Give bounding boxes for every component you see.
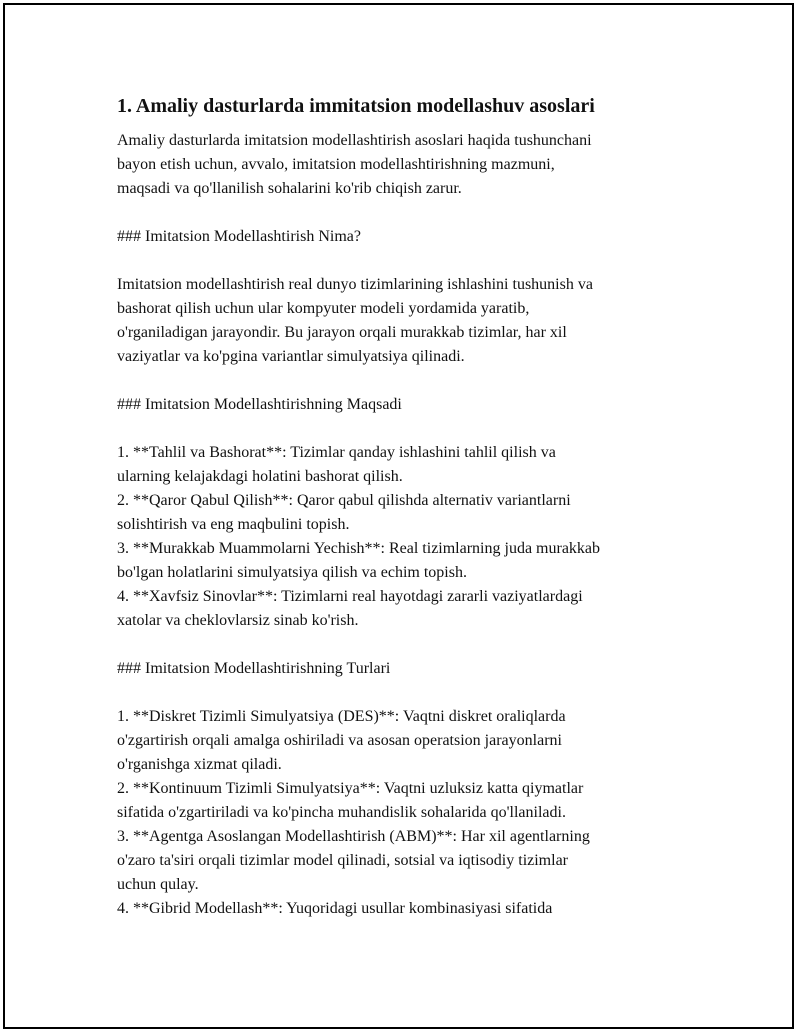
- maqsadi-list: [117, 441, 697, 633]
- blank-line: [117, 201, 697, 225]
- list-item-line: 3. **Murakkab Muammolarni Yechish**: Real tizimlarning juda murakkab: [117, 540, 601, 557]
- blank-line: [117, 369, 697, 393]
- list-item-line: o'zgartirish orqali amalga oshiriladi va asosan operatsion jarayonlarni: [117, 732, 562, 749]
- blank-line: [117, 249, 697, 273]
- list-item-line: 2. **Kontinuum Tizimli Simulyatsiya**: Vaqtni uzluksiz katta qiymatlar: [117, 780, 584, 797]
- section-heading-nima: ### Imitatsion Modellashtirish Nima?: [117, 228, 361, 245]
- list-item-line: o'rganishga xizmat qiladi.: [117, 756, 282, 773]
- blank-line: [117, 417, 697, 441]
- nima-line: o'rganiladigan jarayondir. Bu jarayon orqali murakkab tizimlar, har xil: [117, 324, 567, 341]
- blank-line: [117, 633, 697, 657]
- document-body: [117, 94, 697, 921]
- intro-paragraph: [117, 129, 697, 201]
- document-title: 1. Amaliy dasturlarda immitatsion modellashuv asoslari: [117, 95, 595, 117]
- blank-line: [117, 681, 697, 705]
- nima-line: bashorat qilish uchun ular kompyuter modeli yordamida yaratib,: [117, 300, 530, 317]
- list-item-line: ularning kelajakdagi holatini bashorat qilish.: [117, 468, 403, 485]
- list-item-line: 3. **Agentga Asoslangan Modellashtirish (ABM)**: Har xil agentlarning: [117, 828, 590, 845]
- list-item-line: o'zaro ta'siri orqali tizimlar model qilinadi, sotsial va iqtisodiy tizimlar: [117, 852, 568, 869]
- section-heading-turlari: ### Imitatsion Modellashtirishning Turlari: [117, 660, 391, 677]
- list-item-line: solishtirish va eng maqbulini topish.: [117, 516, 350, 533]
- nima-line: vaziyatlar va ko'pgina variantlar simulyatsiya qilinadi.: [117, 348, 465, 365]
- list-item-line: 1. **Diskret Tizimli Simulyatsiya (DES)**: Vaqtni diskret oraliqlarda: [117, 708, 566, 725]
- list-item-line: uchun qulay.: [117, 876, 199, 893]
- list-item-line: 4. **Xavfsiz Sinovlar**: Tizimlarni real hayotdagi zararli vaziyatlardagi: [117, 588, 583, 605]
- intro-line: bayon etish uchun, avvalo, imitatsion modellashtirishning mazmuni,: [117, 156, 555, 173]
- list-item-line: sifatida o'zgartiriladi va ko'pincha muhandislik sohalarida qo'llaniladi.: [117, 804, 566, 821]
- intro-line: maqsadi va qo'llanilish sohalarini ko'rib chiqish zarur.: [117, 180, 462, 197]
- list-item-line: 4. **Gibrid Modellash**: Yuqoridagi usullar kombinasiyasi sifatida: [117, 900, 553, 917]
- list-item-line: 2. **Qaror Qabul Qilish**: Qaror qabul qilishda alternativ variantlarni: [117, 492, 571, 509]
- list-item-line: bo'lgan holatlarini simulyatsiya qilish va echim topish.: [117, 564, 467, 581]
- nima-paragraph: [117, 273, 697, 369]
- list-item-line: xatolar va cheklovlarsiz sinab ko'rish.: [117, 612, 359, 629]
- section-heading-maqsadi: ### Imitatsion Modellashtirishning Maqsadi: [117, 396, 402, 413]
- list-item-line: 1. **Tahlil va Bashorat**: Tizimlar qanday ishlashini tahlil qilish va: [117, 444, 556, 461]
- turlari-list: [117, 705, 697, 921]
- intro-line: Amaliy dasturlarda imitatsion modellashtirish asoslari haqida tushunchani: [117, 132, 592, 149]
- nima-line: Imitatsion modellashtirish real dunyo tizimlarining ishlashini tushunish va: [117, 276, 593, 293]
